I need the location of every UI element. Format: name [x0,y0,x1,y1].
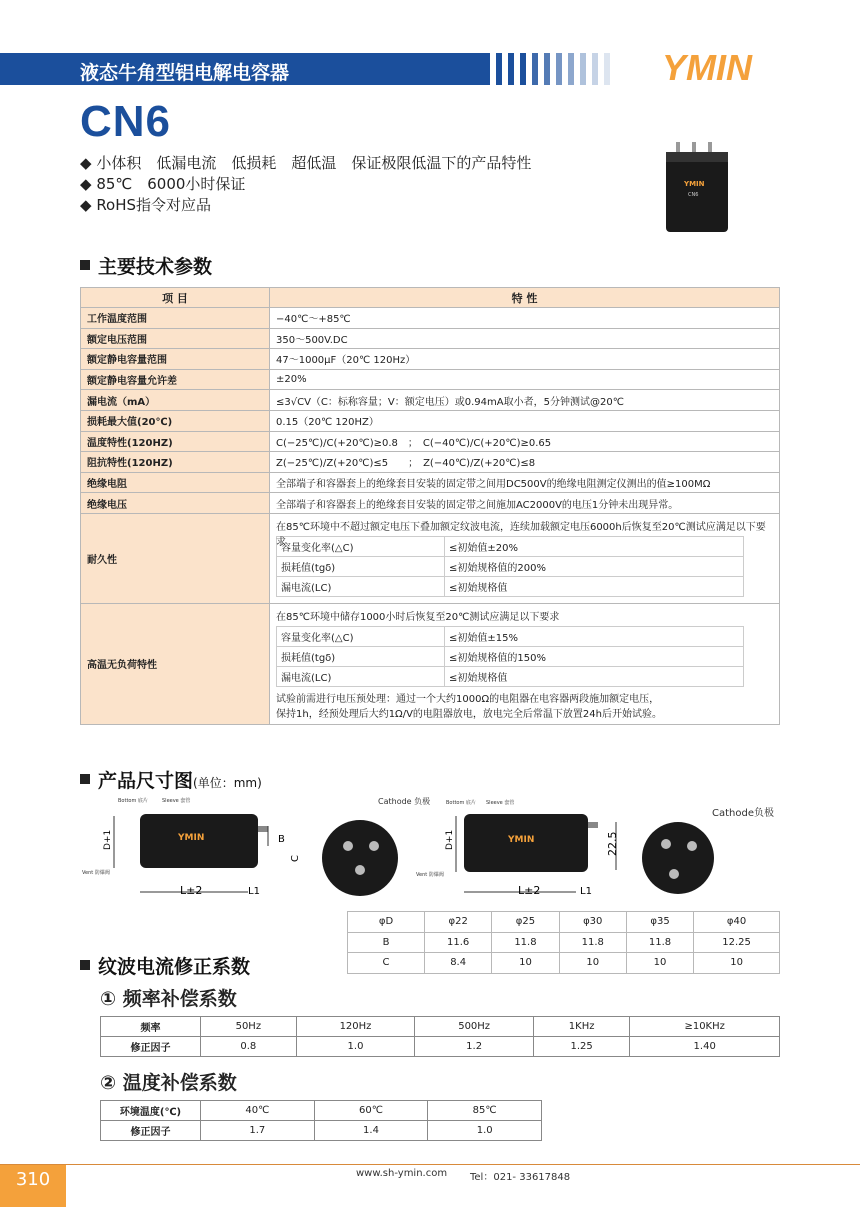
table-row [81,369,780,390]
shelf-param: 损耗值(tgδ) [277,646,445,666]
table-row [81,308,780,329]
ymin-logo [660,46,780,90]
table-row [81,390,780,411]
temp-header: 环境温度(℃) [101,1101,201,1121]
page-number: 310 [0,1165,66,1207]
table-row [101,1017,780,1037]
freq-cell: 0.8 [201,1037,297,1057]
table-row [81,603,780,724]
spec-key: 损耗最大值(20℃) [81,410,270,431]
svg-text:YMIN: YMIN [178,833,205,843]
frequency-table [100,1016,780,1057]
spec-key: 阻抗特性(120HZ) [81,452,270,473]
table-row [81,493,780,514]
dim-cell: 11.8 [559,932,626,953]
shelf-param: 漏电流(LC) [277,666,445,686]
spec-value: Z(−25℃)/Z(+20℃)≤5 ； Z(−40℃)/Z(+20℃)≤8 [270,452,780,473]
footer-tel: Tel：021- 33617848 [470,1172,571,1183]
freq-subtitle: ① 频率补偿系数 [100,988,237,1010]
dim-header: φ22 [425,912,492,933]
dim-header: φ40 [694,912,780,933]
table-row [81,431,780,452]
spec-key: 绝缘电阻 [81,472,270,493]
temp-header: 60℃ [314,1101,428,1121]
feature-list [80,153,531,216]
spec-key: 温度特性(120HZ) [81,431,270,452]
table-row [348,932,780,953]
temp-subtitle: ② 温度补偿系数 [100,1072,237,1094]
svg-text:L1: L1 [580,886,592,897]
endurance-param: 漏电流(LC) [277,576,445,596]
spec-value: 全部端子和容器套上的绝缘套目安装的固定带之间施加AC2000V的电压1分钟未出现异常。 [270,493,780,514]
svg-text:Sleeve 套管: Sleeve 套管 [162,798,191,804]
dim-cell: 11.6 [425,932,492,953]
table-row [81,410,780,431]
temp-header: 40℃ [201,1101,315,1121]
table-row [81,349,780,370]
temperature-table [100,1100,542,1141]
dim-cell: 11.8 [626,932,693,953]
table-row [101,1121,542,1141]
svg-text:Cathode 负极: Cathode 负极 [378,797,431,806]
page-title: 液态牛角型铝电解电容器 [80,62,290,84]
freq-cell: 1.0 [296,1037,415,1057]
table-row [348,912,780,933]
spec-key: 耐久性 [81,513,270,603]
svg-text:Cathode负极: Cathode负极 [712,808,774,819]
spec-key: 额定静电容量范围 [81,349,270,370]
spec-value: 47～1000μF（20℃ 120Hz） [270,349,780,370]
spec-section-title: 主要技术参数 [80,252,212,279]
dim-cell: 10 [626,953,693,974]
endurance-param: 损耗值(tgδ) [277,556,445,576]
freq-cell: 1.25 [533,1037,629,1057]
svg-text:Vent 防爆阀: Vent 防爆阀 [416,872,444,878]
svg-text:Bottom 底片: Bottom 底片 [118,798,148,804]
endurance-table [276,536,744,597]
dim-header: φ30 [559,912,626,933]
spec-value: 350～500V.DC [270,328,780,349]
footer-divider [0,1164,860,1165]
spec-value: 全部端子和容器套上的绝缘套目安装的固定带之间用DC500V的绝缘电阻测定仪测出的值≥100MΩ [270,472,780,493]
dimension-section-title: 产品尺寸图(单位：mm) [80,766,262,793]
endurance-param: 容量变化率(△C) [277,536,445,556]
endurance-cell [270,513,780,603]
dim-cell: B [348,932,425,953]
endurance-limit: ≤初始规格值 [445,576,744,596]
endurance-desc: 在85℃环境中不超过额定电压下叠加额定纹波电流，连续加载额定电压6000h后恢复至20℃测试应满足以下要求 [276,521,766,548]
spec-key: 绝缘电压 [81,493,270,514]
temp-header: 85℃ [428,1101,542,1121]
dim-header: φD [348,912,425,933]
svg-text:L±2: L±2 [180,884,203,897]
temp-cell: 修正因子 [101,1121,201,1141]
temp-cell: 1.4 [314,1121,428,1141]
svg-text:B: B [278,834,285,845]
table-row [101,1037,780,1057]
freq-header: 120Hz [296,1017,415,1037]
spec-header-item: 项 目 [81,288,270,308]
spec-key: 高温无负荷特性 [81,603,270,724]
capacitor-photo [662,142,732,234]
freq-header: ≥10KHz [630,1017,780,1037]
freq-cell: 1.2 [415,1037,534,1057]
dim-cell: 12.25 [694,932,780,953]
shelf-table [276,626,744,687]
footer-url[interactable]: www.sh-ymin.com [356,1168,448,1179]
freq-cell: 修正因子 [101,1037,201,1057]
shelf-desc: 在85℃环境中储存1000小时后恢复至20℃测试应满足以下要求 [276,611,560,623]
freq-cell: 1.40 [630,1037,780,1057]
table-row [81,452,780,473]
svg-text:Vent 防爆阀: Vent 防爆阀 [82,870,110,876]
dim-header: φ35 [626,912,693,933]
header-stripes [490,53,650,85]
table-row [81,513,780,603]
shelf-param: 容量变化率(△C) [277,626,445,646]
table-row [81,472,780,493]
feature-item: ◆ RoHS指令对应品 [80,195,531,216]
spec-key: 额定电压范围 [81,328,270,349]
spec-key: 漏电流（mA） [81,390,270,411]
shelf-limit: ≤初始规格值的150% [445,646,744,666]
endurance-limit: ≤初始规格值的200% [445,556,744,576]
freq-header: 50Hz [201,1017,297,1037]
svg-text:C: C [290,855,301,862]
spec-value: ≤3√CV（C：标称容量；V：额定电压）或0.94mA取小者，5分钟测试@20℃ [270,390,780,411]
table-row [101,1101,542,1121]
shelf-limit: ≤初始值±15% [445,626,744,646]
table-row [348,953,780,974]
dim-header: φ25 [492,912,559,933]
svg-text:Bottom 底片: Bottom 底片 [446,800,476,806]
table-row [81,328,780,349]
temp-cell: 1.7 [201,1121,315,1141]
shelf-cell [270,603,780,724]
svg-text:L1: L1 [248,886,260,897]
spec-header-row [81,288,780,308]
svg-text:D+1: D+1 [445,829,455,850]
ripple-section-title: 纹波电流修正系数 [80,952,250,979]
spec-key: 工作温度范围 [81,308,270,329]
temp-cell: 1.0 [428,1121,542,1141]
endurance-limit: ≤初始值±20% [445,536,744,556]
shelf-note: 试验前需进行电压预处理：通过一个大约1000Ω的电阻器在电容器两段施加额定电压， [276,693,660,705]
spec-value: −40℃～+85℃ [270,308,780,329]
dimension-table [347,911,780,974]
feature-item: ◆ 小体积 低漏电流 低损耗 超低温 保证极限低温下的产品特性 [80,153,531,174]
svg-text:YMIN: YMIN [662,47,752,88]
spec-table [80,287,780,725]
feature-item: ◆ 85℃ 6000小时保证 [80,174,531,195]
freq-header: 频率 [101,1017,201,1037]
dim-cell: C [348,953,425,974]
spec-key: 额定静电容量允许差 [81,369,270,390]
svg-text:22.5: 22.5 [606,831,619,856]
dim-cell: 11.8 [492,932,559,953]
svg-text:YMIN: YMIN [684,180,705,188]
svg-text:D+1: D+1 [103,829,113,850]
model-name: CN6 [80,97,172,146]
svg-text:L±2: L±2 [518,884,541,897]
dimension-diagram [80,790,780,905]
dim-cell: 10 [559,953,626,974]
svg-text:YMIN: YMIN [508,835,535,845]
shelf-note: 保持1h，经预处理后大约1Ω/V的电阻器放电，放电完全后常温下放置24h后开始试验。 [276,708,662,720]
freq-header: 1KHz [533,1017,629,1037]
spec-header-char: 特 性 [270,288,780,308]
spec-value: ±20% [270,369,780,390]
shelf-limit: ≤初始规格值 [445,666,744,686]
dim-cell: 8.4 [425,953,492,974]
dim-cell: 10 [694,953,780,974]
spec-value: C(−25℃)/C(+20℃)≥0.8 ； C(−40℃)/C(+20℃)≥0.65 [270,431,780,452]
dim-cell: 10 [492,953,559,974]
spec-value: 0.15（20℃ 120HZ） [270,410,780,431]
svg-text:CN6: CN6 [688,192,699,198]
freq-header: 500Hz [415,1017,534,1037]
svg-text:Sleeve 套管: Sleeve 套管 [486,800,515,806]
